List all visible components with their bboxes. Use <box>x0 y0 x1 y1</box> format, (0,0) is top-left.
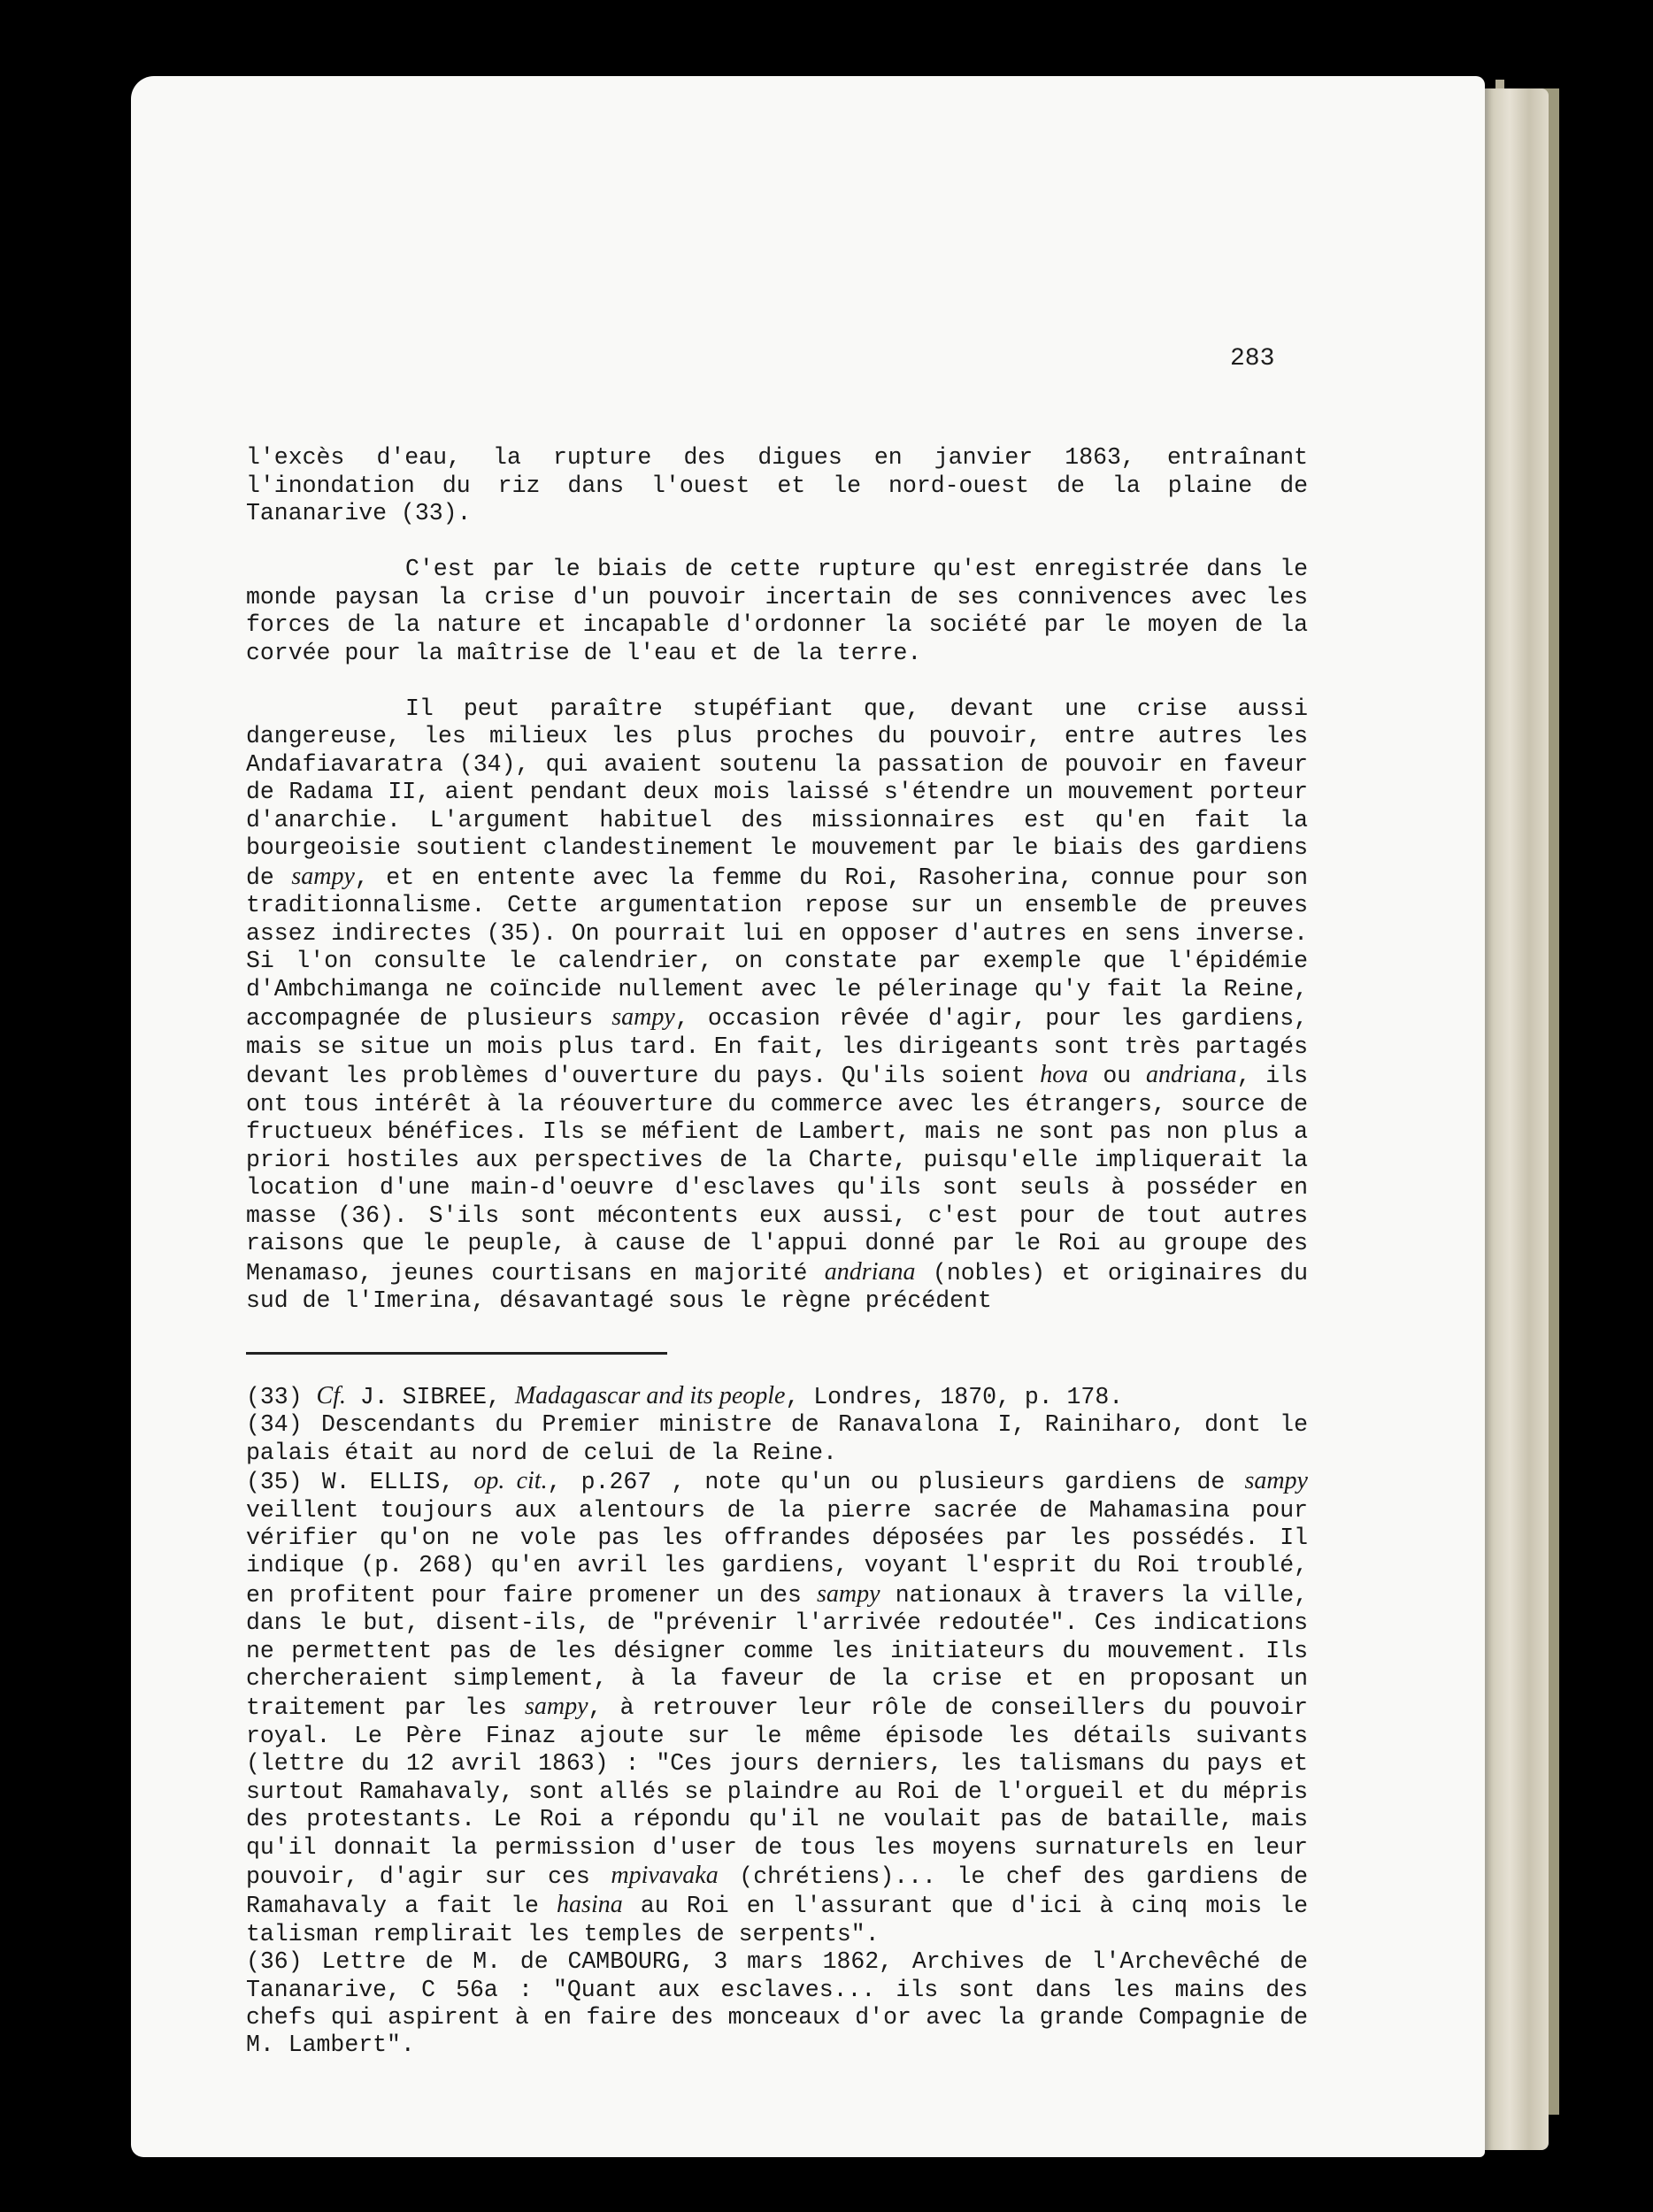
footnote-separator <box>246 1352 667 1355</box>
text-run: , ils ont tous intérêt à la réouverture du commerce avec les étrangers, source de fructueux bénéfices. Ils se méfient de Lambert, mais ne sont pas non plus a priori hostiles aux perspectives de la Charte, puisqu'elle impliquerait la location d'une main-d'oeuvre d'esclaves qu'ils sont seuls à posséder en masse (36). S'ils sont mécontents eux aussi, c'est pour de tout autres raisons que le peuple, à cause de l'appui donné par le Roi au groupe des Menamaso, jeunes courtisans en majorité <box>246 1063 1308 1286</box>
italic-term: andriana <box>824 1257 916 1286</box>
text-run: (33) <box>246 1384 317 1410</box>
italic-term: Madagascar and its people <box>514 1382 786 1409</box>
text-run: (chrétiens)... le chef des gardiens de Ramahavaly a fait le <box>246 1863 1309 1920</box>
text-run: au Roi en l'assurant que d'ici à cinq mois le talisman remplirait les temples de serpents". <box>246 1893 1308 1947</box>
footnote-35 <box>246 1467 1308 1948</box>
italic-term: sampy <box>291 862 355 890</box>
text-run: nationaux à travers la ville, dans le but, disent-ils, de "prévenir l'arrivée redoutée". Ces indications ne permettent pas de les désigner comme les initiateurs du mouvement. Ils chercheraient simplement, à la faveur de la crise et en proposant un traitement par les <box>246 1581 1309 1722</box>
paragraph-1: l'excès d'eau, la rupture des digues en janvier 1863, entraînant l'inondation du riz dans l'ouest et le nord-ouest de la plaine de Tananarive (33). <box>246 444 1308 526</box>
italic-term: Cf. <box>316 1382 346 1409</box>
italic-term: sampy <box>524 1693 588 1721</box>
text-run: , p.267 , note qu'un ou plusieurs gardiens de <box>547 1469 1245 1496</box>
footnotes <box>246 1382 1308 2060</box>
text-run: Il peut paraître stupéfiant que, devant une crise aussi dangereuse, les milieux les plus proches du pouvoir, entre autres les Andafiavaratra (34), qui avaient soutenu la passation de pouvoir en faveur de Radama II, aient pendant deux mois laissé s'étendre un mouvement porteur d'anarchie. L'argument habituel des missionnaires est qu'en fait la bourgeoisie soutient clandestinement le mouvement par le biais des gardiens de <box>246 695 1308 891</box>
page-number: 283 <box>1230 345 1275 373</box>
italic-term: andriana <box>1145 1061 1237 1088</box>
text-run: , à retrouver leur rôle de conseillers du pouvoir royal. Le Père Finaz ajoute sur le même épisode les détails suivants (lettre du 12 avril 1863) : "Ces jours derniers, les talismans du pays et surtout Ramahavaly, sont allés se plaindre au Roi de l'orgueil et du mépris des protestants. Le Roi a répondu qu'il ne voulait pas de bataille, mais qu'il donnait la permission d'user de tous les moyens surnaturels en leur pouvoir, d'agir sur ces <box>246 1694 1308 1890</box>
footnote-33 <box>246 1382 1308 1411</box>
text-run: J. SIBREE, <box>345 1384 515 1410</box>
italic-term: hasina <box>557 1891 623 1919</box>
italic-term: sampy <box>611 1003 675 1031</box>
text-run: (nobles) et originaires du sud de l'Imerina, désavantagé sous le règne précédent <box>246 1259 1309 1314</box>
italic-term: mpivavaka <box>611 1861 719 1889</box>
text-run: (35) W. ELLIS, <box>246 1469 474 1496</box>
text-run: , occasion rêvée d'agir, pour les gardiens, mais se situe un mois plus tard. En fait, les dirigeants sont très partagés devant les problèmes d'ouverture du pays. Qu'ils soient <box>246 1005 1308 1089</box>
italic-term: sampy <box>817 1579 880 1608</box>
text-run: ou <box>1088 1063 1146 1089</box>
body-text <box>246 444 1308 1316</box>
italic-term: op. cit. <box>473 1467 548 1495</box>
footnote-36: (36) Lettre de M. de CAMBOURG, 3 mars 1862, Archives de l'Archevêché de Tananarive, C 56a : "Quant aux esclaves... ils sont dans les mains des chefs qui aspirent à en faire des monceaux d'or avec la grande Compagnie de M. Lambert". <box>246 1948 1308 2059</box>
text-run: veillent toujours aux alentours de la pierre sacrée de Mahamasina pour vérifier qu'on ne vole pas les offrandes déposées par les possédés. Il indique (p. 268) qu'en avril les gardiens, voyant l'esprit du Roi troublé, en profitent pour faire promener un des <box>246 1496 1308 1609</box>
footnote-34: (34) Descendants du Premier ministre de Ranavalona I, Rainiharo, dont le palais était au nord de celui de la Reine. <box>246 1411 1308 1466</box>
text-run: , Londres, 1870, p. 178. <box>785 1384 1124 1410</box>
paragraph-3 <box>246 695 1308 1316</box>
italic-term: sampy <box>1244 1467 1308 1495</box>
text-run: , et en entente avec la femme du Roi, Rasoherina, connue pour son traditionnalisme. Cette argumentation repose sur un ensemble de preuves assez indirectes (35). On pourrait lui en opposer d'autres en sens inverse. Si l'on consulte le calendrier, on constate par exemple que l'épidémie d'Ambchimanga ne coïncide nullement avec le pélerinage qu'y fait la Reine, accompagnée de plusieurs <box>246 864 1308 1032</box>
italic-term: hova <box>1040 1061 1088 1088</box>
paragraph-2: C'est par le biais de cette rupture qu'est enregistrée dans le monde paysan la crise d'un pouvoir incertain de ses connivences avec les forces de la nature et incapable d'ordonner la société par le moyen de la corvée pour la maîtrise de l'eau et de la terre. <box>246 556 1308 666</box>
